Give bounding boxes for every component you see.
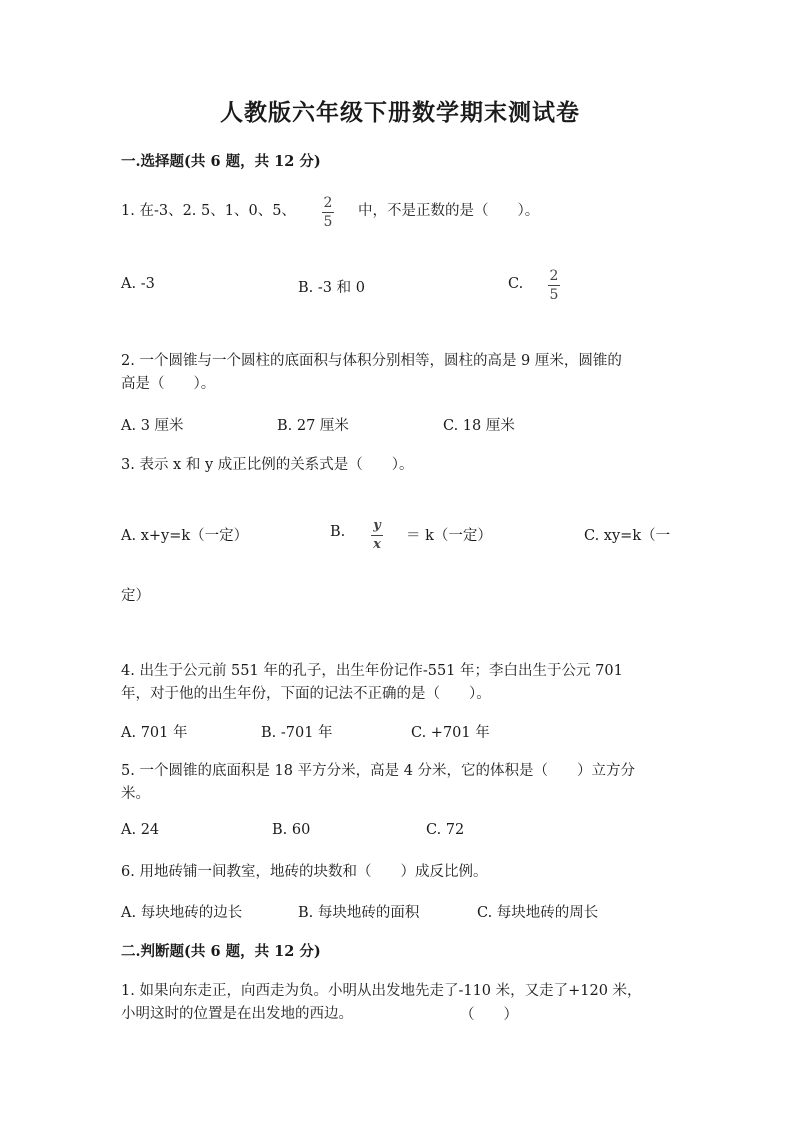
q1-stem-b: 中，不是正数的是（ ）。 [358, 203, 540, 219]
q1-option-c-denominator: 5 [549, 287, 559, 303]
q2-option-a[interactable]: A. 3 厘米 [121, 418, 184, 434]
q1-option-c[interactable]: C. [508, 276, 524, 292]
q2-option-c[interactable]: C. 18 厘米 [443, 418, 515, 434]
q5-option-c[interactable]: C. 72 [426, 822, 465, 838]
q4-option-c[interactable]: C. +701 年 [411, 725, 490, 741]
q2-option-b[interactable]: B. 27 厘米 [277, 418, 349, 434]
q4-option-b[interactable]: B. -701 年 [261, 725, 333, 741]
fraction-bar [371, 535, 383, 536]
q3-option-b-prefix[interactable]: B. [330, 524, 346, 540]
q1-option-a[interactable]: A. -3 [121, 276, 155, 292]
q3-option-b-fraction [371, 518, 383, 553]
fraction-bar [322, 212, 334, 213]
q1-option-c-fraction [548, 268, 560, 303]
q6-option-b[interactable]: B. 每块地砖的面积 [298, 905, 420, 921]
q1-option-c-numerator: 2 [549, 268, 559, 284]
q4-stem [121, 660, 681, 706]
q6-stem: 6. 用地砖铺一间教室，地砖的块数和（ ）成反比例。 [121, 864, 488, 880]
q1-fraction-numerator: 2 [323, 195, 333, 211]
q2-stem-line1: 2. 一个圆锥与一个圆柱的底面积与体积分别相等，圆柱的高是 9 厘米，圆锥的 [121, 353, 622, 369]
q1-fraction-denominator: 5 [323, 214, 333, 230]
q5-stem [121, 760, 681, 806]
q4-option-a[interactable]: A. 701 年 [121, 725, 188, 741]
j1-stem-line1: 1. 如果向东走正，向西走为负。小明从出发地先走了-110 米，又走了+120 米， [121, 983, 642, 999]
q3-option-a[interactable]: A. x+y=k（一定） [121, 528, 249, 544]
q5-option-a[interactable]: A. 24 [121, 822, 160, 838]
q2-stem-line2: 高是（ ）。 [121, 376, 216, 392]
page-title: 人教版六年级下册数学期末测试卷 [220, 99, 580, 126]
q3-option-b-denominator: x [373, 537, 381, 552]
section-heading-choice: 一.选择题(共 6 题，共 12 分) [121, 153, 321, 170]
q3-option-c[interactable]: C. xy=k（一 [584, 528, 671, 544]
j1-answer-paren[interactable]: （ ） [460, 1007, 518, 1023]
q1-option-b[interactable]: B. -3 和 0 [298, 280, 365, 296]
q3-option-b-suffix: ＝ k（一定） [406, 528, 492, 544]
q5-option-b[interactable]: B. 60 [272, 822, 311, 838]
q4-stem-line2: 年，对于他的出生年份，下面的记法不正确的是（ ）。 [121, 686, 491, 702]
j1-stem [121, 980, 701, 1026]
q3-stem: 3. 表示 x 和 y 成正比例的关系式是（ ）。 [121, 457, 414, 473]
q2-stem [121, 350, 681, 396]
q5-stem-line1: 5. 一个圆锥的底面积是 18 平方分米，高是 4 分米，它的体积是（ ）立方分 [121, 763, 636, 779]
q1-stem-a: 1. 在-3、2. 5、1、0、5、 [121, 203, 296, 219]
q6-option-c[interactable]: C. 每块地砖的周长 [477, 905, 599, 921]
q4-stem-line1: 4. 出生于公元前 551 年的孔子，出生年份记作-551 年；李白出生于公元 701 [121, 663, 623, 679]
q5-stem-line2: 米。 [121, 786, 150, 802]
j1-stem-line2: 小明这时的位置是在出发地的西边。 [121, 1006, 353, 1022]
section-heading-judgement: 二.判断题(共 6 题，共 12 分) [121, 943, 321, 960]
q6-option-a[interactable]: A. 每块地砖的边长 [121, 905, 243, 921]
q3-option-b-numerator: y [373, 518, 381, 533]
q3-option-c-continued: 定） [121, 588, 150, 604]
fraction-bar [548, 285, 560, 286]
q1-fraction [322, 195, 334, 230]
